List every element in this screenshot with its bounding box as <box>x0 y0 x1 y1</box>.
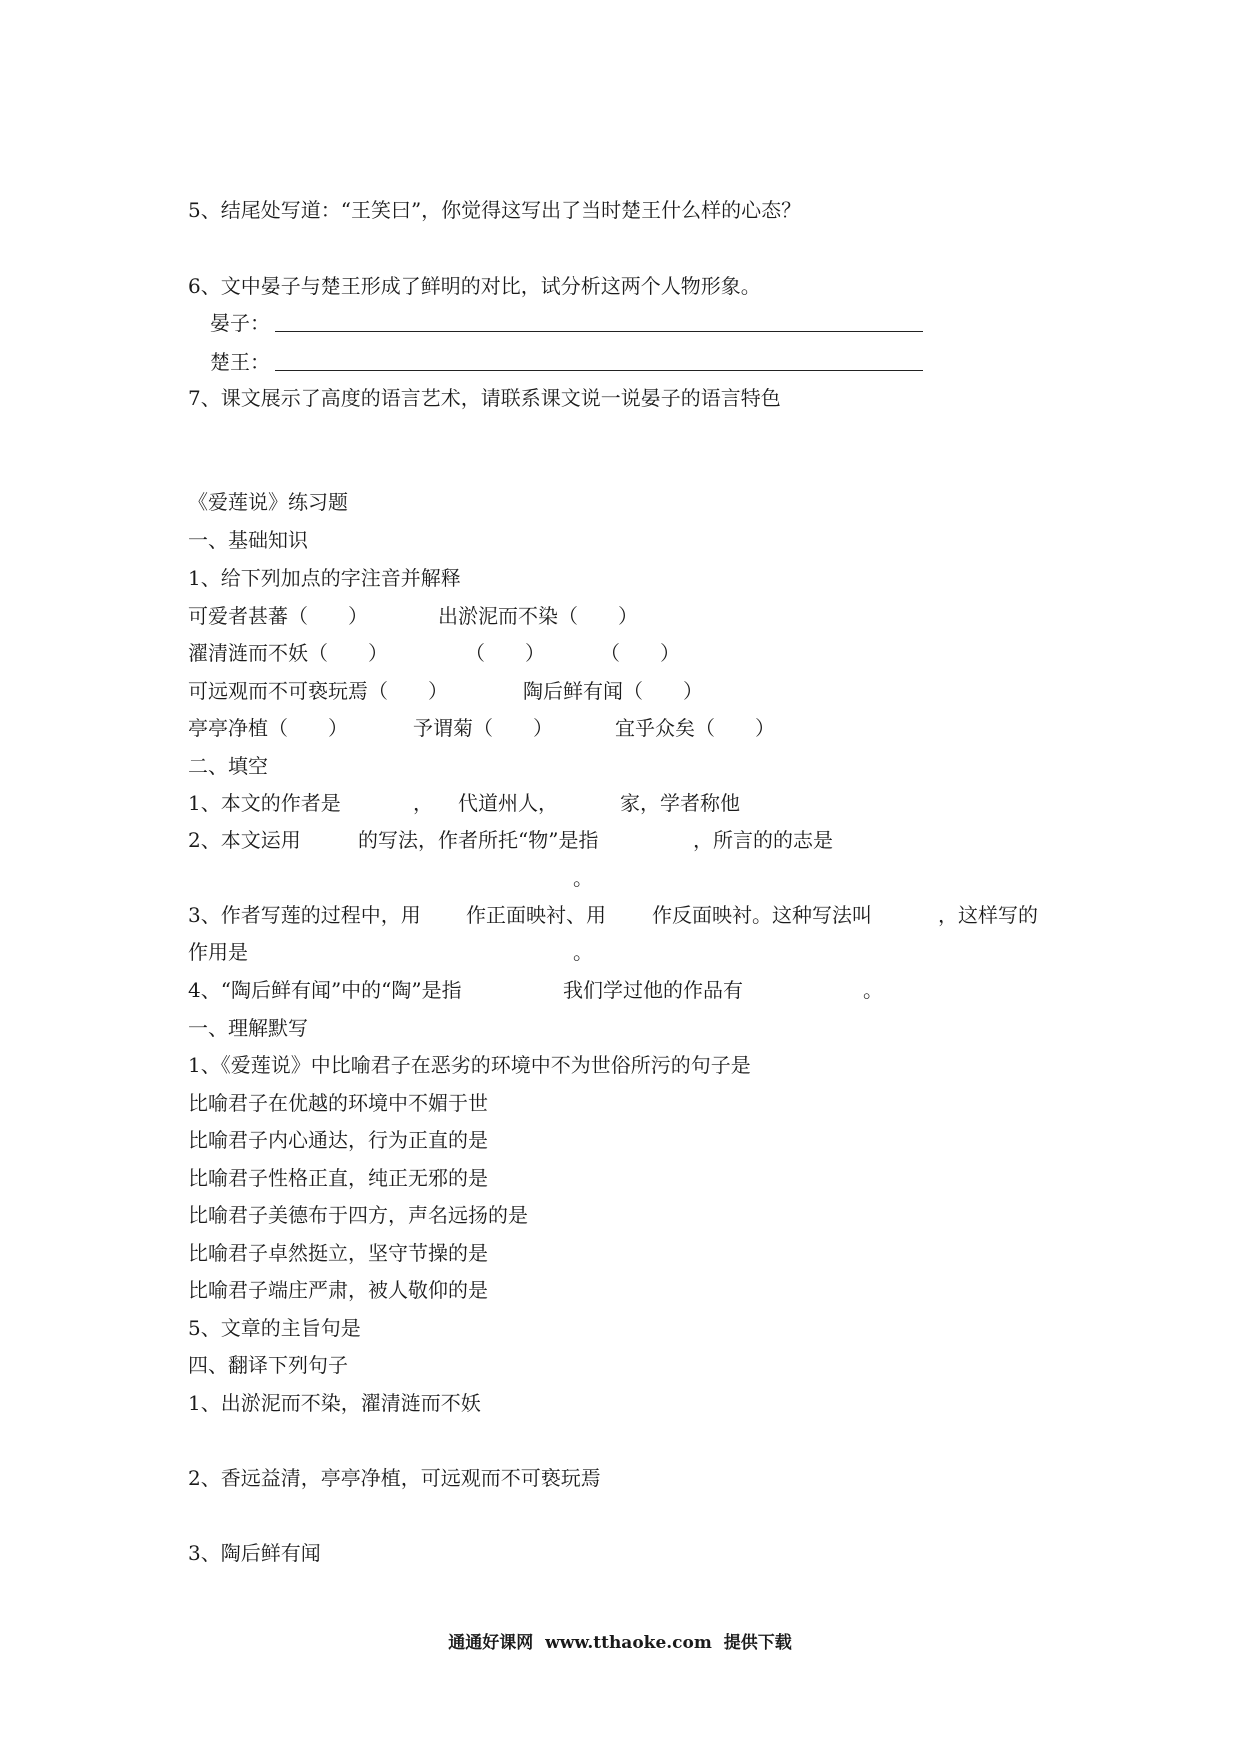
fill-q4-part: 我们学过他的作品有 <box>563 978 743 1002</box>
dictation-item: 比喻君子卓然挺立，坚守节操的是 <box>188 1241 488 1265</box>
fill-q4-part: 4、“陶后鲜有闻”中的“陶”是指 <box>188 978 462 1002</box>
fill-q2-part: 2、本文运用 <box>188 828 301 852</box>
phrase-item: 可爱者甚蕃（ ） <box>188 604 368 628</box>
translate-item: 3、陶后鲜有闻 <box>188 1541 321 1565</box>
dictation-item: 1、《爱莲说》中比喻君子在恶劣的环境中不为世俗所污的句子是 <box>188 1053 751 1077</box>
fill-q3-part: 作用是 <box>188 940 248 964</box>
phrase-item: （ ） <box>465 641 545 665</box>
fill-q3-part: 作正面映衬、用 <box>466 903 606 927</box>
phrase-item: 出淤泥而不染（ ） <box>438 604 638 628</box>
section-heading-translate: 四、翻译下列句子 <box>188 1353 348 1377</box>
fill-q3-part: 作反面映衬。这种写法叫 <box>652 903 872 927</box>
phrase-item: 陶后鲜有闻（ ） <box>523 679 703 703</box>
fill-q3-part: 3、作者写莲的过程中，用 <box>188 903 421 927</box>
phrase-item: 濯清涟而不妖（ ） <box>188 641 388 665</box>
phrase-item: 亭亭净植（ ） <box>188 716 348 740</box>
dictation-item: 比喻君子在优越的环境中不媚于世 <box>188 1091 488 1115</box>
footer-credit: 通通好课网 www.tthaoke.com 提供下载 <box>448 1633 792 1653</box>
fill-q1-part: 代道州人， <box>458 791 558 815</box>
fill-q4-part: 。 <box>863 978 883 1002</box>
fill-q2-part: 的写法，作者所托“物”是指 <box>358 828 599 852</box>
answer-line-yanzi[interactable] <box>275 331 923 332</box>
translate-item: 2、香远益清，亭亭净植，可远观而不可亵玩焉 <box>188 1466 601 1490</box>
fill-q3-part: 。 <box>573 940 593 964</box>
fill-q1-part: 1、本文的作者是 <box>188 791 341 815</box>
answer-label-chuwang: 楚王： <box>210 350 270 374</box>
section-heading-basics: 一、基础知识 <box>188 528 308 552</box>
fill-q2-end: 。 <box>573 866 593 890</box>
translate-item: 1、出淤泥而不染，濯清涟而不妖 <box>188 1391 481 1415</box>
question-5: 5、结尾处写道：“王笑曰”，你觉得这写出了当时楚王什么样的心态？ <box>188 198 802 222</box>
section-heading-fill: 二、填空 <box>188 754 268 778</box>
phrase-item: （ ） <box>600 641 680 665</box>
fill-q1-part: 家，学者称他 <box>620 791 740 815</box>
dictation-item: 比喻君子性格正直，纯正无邪的是 <box>188 1166 488 1190</box>
dictation-item: 比喻君子美德布于四方，声名远扬的是 <box>188 1203 528 1227</box>
phrase-item: 可远观而不可亵玩焉（ ） <box>188 679 448 703</box>
answer-line-chuwang[interactable] <box>275 370 923 371</box>
exercise-title: 《爱莲说》练习题 <box>188 490 348 514</box>
fill-q3-part: ，这样写的 <box>938 903 1038 927</box>
dictation-item: 比喻君子端庄严肃，被人敬仰的是 <box>188 1278 488 1302</box>
dictation-item: 比喻君子内心通达，行为正直的是 <box>188 1128 488 1152</box>
question-6: 6、文中晏子与楚王形成了鲜明的对比，试分析这两个人物形象。 <box>188 274 761 298</box>
question-7: 7、课文展示了高度的语言艺术，请联系课文说一说晏子的语言特色 <box>188 386 781 410</box>
basics-q1: 1、给下列加点的字注音并解释 <box>188 566 461 590</box>
fill-q1-part: ， <box>413 791 433 815</box>
fill-q2-part: ，所言的的志是 <box>693 828 833 852</box>
answer-label-yanzi: 晏子： <box>210 311 270 335</box>
section-heading-dictation: 一、理解默写 <box>188 1016 308 1040</box>
phrase-item: 予谓菊（ ） <box>413 716 553 740</box>
phrase-item: 宜乎众矣（ ） <box>615 716 775 740</box>
dictation-item: 5、文章的主旨句是 <box>188 1316 361 1340</box>
